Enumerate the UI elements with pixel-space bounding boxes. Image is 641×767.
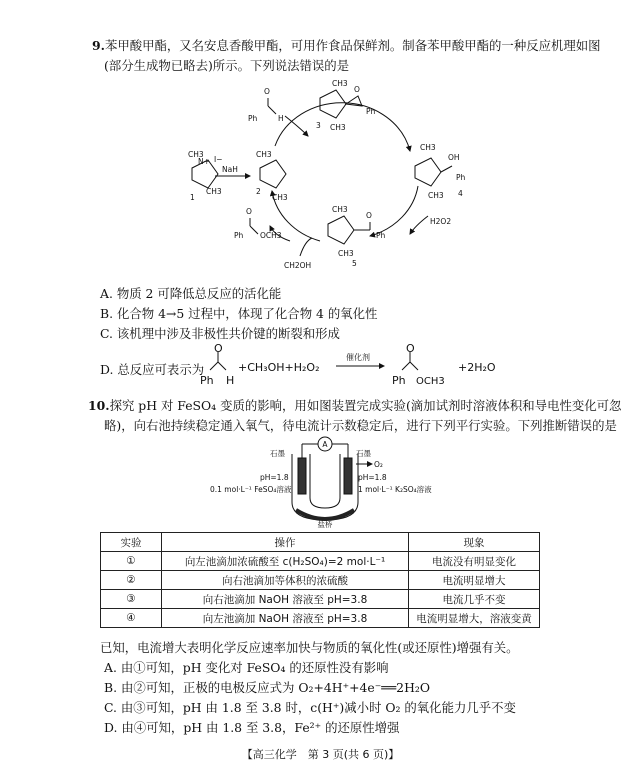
c5-ketone-o: O — [366, 211, 372, 220]
methanol: CH2OH — [284, 261, 312, 270]
q9-option-c: C. 该机理中涉及非极性共价键的断裂和形成 — [100, 326, 340, 341]
q10-option-b: B. 由②可知，正极的电极反应式为 O₂+4H⁺+4e⁻══2H₂O — [104, 680, 430, 695]
header-experiment: 实验 — [101, 533, 162, 552]
reagent-nah: NaH — [222, 165, 238, 174]
svg-text:Ph: Ph — [200, 374, 214, 387]
iodide: I− — [214, 155, 223, 164]
q9-stem-line2: (部分生成物已略去)所示。下列说法错误的是 — [104, 58, 350, 73]
cell: ② — [101, 571, 162, 590]
table-row — [101, 590, 540, 609]
c2-methyl-top: CH3 — [256, 150, 272, 159]
svg-text:O: O — [214, 344, 223, 355]
ammeter-label: A — [322, 440, 328, 449]
cell: 电流明显增大，溶液变黄 — [409, 609, 540, 628]
d-middle-terms: +CH₃OH+H₂O₂ — [238, 361, 320, 374]
cell: ③ — [101, 590, 162, 609]
cell: 电流没有明显变化 — [409, 552, 540, 571]
c5-ph: Ph — [376, 231, 386, 240]
c3-epoxide-o: O — [354, 85, 360, 94]
c1-nplus: N+ — [198, 157, 210, 166]
c2-methyl-bottom: CH3 — [272, 193, 288, 202]
cell: ① — [101, 552, 162, 571]
cell: 向左池滴加浓硫酸至 c(H₂SO₄)=2 mol·L⁻¹ — [162, 552, 409, 571]
q10-stem-line1: 10.探究 pH 对 FeSO₄ 变质的影响，用如图装置完成实验(滴加试剂时溶液体积和导电性变化可忽 — [88, 398, 622, 413]
c3-ph: Ph — [366, 107, 376, 116]
q10-known: 已知，电流增大表明化学反应速率加快与物质的氧化性(或还原性)增强有关。 — [100, 640, 519, 655]
header-phenomenon: 现象 — [409, 533, 540, 552]
c1-methyl-top: CH3 — [188, 150, 204, 159]
q9-option-b: B. 化合物 4→5 过程中，体现了化合物 4 的氧化性 — [100, 306, 378, 321]
cell: 向左池滴加 NaOH 溶液至 pH=3.8 — [162, 609, 409, 628]
d-suffix-terms: +2H₂O — [458, 361, 496, 374]
ester-ph: Ph — [234, 231, 244, 240]
cell: 电流明显增大 — [409, 571, 540, 590]
label-3: 3 — [316, 121, 321, 130]
svg-text:Ph: Ph — [392, 374, 406, 387]
compound-2-ring — [260, 160, 286, 188]
c4-methyl-bottom: CH3 — [428, 191, 444, 200]
benzaldehyde-o: O — [264, 87, 270, 96]
label-2: 2 — [256, 187, 261, 196]
cell: 向右池滴加 NaOH 溶液至 pH=3.8 — [162, 590, 409, 609]
c4-oh: OH — [448, 153, 460, 162]
c3-methyl-top: CH3 — [332, 79, 348, 88]
q10-option-d: D. 由④可知，pH 由 1.8 至 3.8，Fe²⁺ 的还原性增强 — [104, 720, 400, 735]
q9-option-d-equation — [196, 344, 516, 388]
q10-option-c: C. 由③可知，pH 由 1.8 至 3.8 时，c(H⁺)减小时 O₂ 的氧化能力几乎不变 — [104, 700, 516, 715]
q9-number: 9. — [92, 38, 105, 53]
ph-left-label: pH=1.8 — [260, 473, 289, 482]
benzaldehyde-h: H — [278, 114, 284, 123]
header-operation: 操作 — [162, 533, 409, 552]
label-4: 4 — [458, 189, 463, 198]
table-row — [101, 609, 540, 628]
label-1: 1 — [190, 193, 195, 202]
compound-3-ring — [320, 90, 346, 118]
benzaldehyde-ph: Ph — [248, 114, 258, 123]
compound-5-ring — [328, 216, 354, 244]
q9-option-d-prefix: D. 总反应可表示为 — [100, 362, 205, 377]
graphite-left-label: 石墨 — [270, 449, 285, 458]
o2-label: O₂ — [374, 460, 383, 469]
table-row — [101, 552, 540, 571]
cell: ④ — [101, 609, 162, 628]
q9-mechanism-diagram — [180, 76, 480, 281]
table-row — [101, 571, 540, 590]
catalyst-label: 催化剂 — [346, 353, 370, 362]
cell: 向右池滴加等体积的浓硫酸 — [162, 571, 409, 590]
graphite-right-label: 石墨 — [356, 449, 371, 458]
c3-methyl-bottom: CH3 — [330, 123, 346, 132]
q9-stem-line1: 9.苯甲酸甲酯，又名安息香酸甲酯，可用作食品保鲜剂。制备苯甲酸甲酯的一种反应机理如图 — [92, 38, 601, 53]
cell: 电流几乎不变 — [409, 590, 540, 609]
c4-ph: Ph — [456, 173, 466, 182]
svg-text:OCH3: OCH3 — [416, 376, 445, 387]
solution-left-label: 0.1 mol·L⁻¹ FeSO₄溶液 — [210, 485, 292, 494]
table-header-row — [101, 533, 540, 552]
cycle-arrow-right — [370, 186, 418, 236]
reagent-h2o2: H2O2 — [430, 217, 452, 226]
label-5: 5 — [352, 259, 357, 268]
c5-methyl-bottom: CH3 — [338, 249, 354, 258]
right-electrode — [344, 458, 352, 494]
u-tube-inner — [310, 454, 340, 508]
svg-text:O: O — [406, 344, 415, 355]
salt-bridge-label: 盐桥 — [317, 520, 333, 528]
ester-och3: OCH3 — [260, 231, 282, 240]
ph-right-label: pH=1.8 — [358, 473, 387, 482]
compound-4-ring — [415, 158, 441, 186]
c4-methyl-top: CH3 — [420, 143, 436, 152]
c5-methyl-top: CH3 — [332, 205, 348, 214]
q10-number: 10. — [88, 398, 110, 413]
left-electrode — [298, 458, 306, 494]
page-footer: 【高三化学 第 3 页(共 6 页)】 — [241, 748, 400, 761]
c1-methyl-bottom: CH3 — [206, 187, 222, 196]
q10-stem-line2: 略)，向右池持续稳定通入氧气，待电流计示数稳定后，进行下列平行实验。下列推断错误的是 — [104, 418, 617, 433]
q10-option-a: A. 由①可知，pH 变化对 FeSO₄ 的还原性没有影响 — [104, 660, 389, 675]
q9-option-a: A. 物质 2 可降低总反应的活化能 — [100, 286, 282, 301]
q10-apparatus-diagram — [210, 436, 440, 528]
svg-text:H: H — [226, 374, 235, 387]
ester-o: O — [246, 207, 252, 216]
q10-experiment-table — [100, 532, 540, 628]
solution-right-label: 1 mol·L⁻¹ K₂SO₄溶液 — [358, 485, 432, 494]
